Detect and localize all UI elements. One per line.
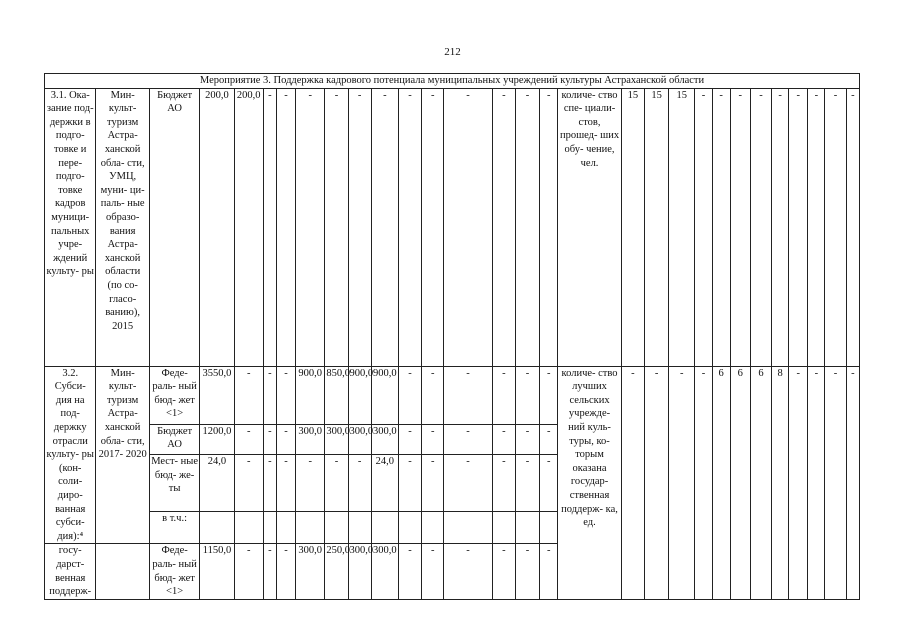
year-value: - (422, 544, 444, 600)
indicator-value: - (669, 366, 695, 600)
measure-name: госу- дарст- венная поддерж- (45, 544, 96, 600)
indicator-value: - (789, 366, 808, 600)
indicator: количе- ство лучших сельских учрежде- ний куль- туры, ко- торым оказана государ- ственная поддерж- ка, ед. (558, 366, 622, 600)
total-value: 200,0 (200, 88, 234, 366)
year-value: - (276, 366, 295, 424)
year-value: 300,0 (325, 424, 348, 454)
total-value: 24,0 (200, 455, 234, 512)
year-value: - (398, 366, 421, 424)
year-value: - (263, 455, 276, 512)
year-value: 300,0 (371, 544, 398, 600)
year-value: - (296, 88, 325, 366)
total-value: 1200,0 (200, 424, 234, 454)
year-value: - (263, 544, 276, 600)
year-value: 24,0 (371, 455, 398, 512)
year-value: - (422, 366, 444, 424)
indicator-value: - (712, 88, 730, 366)
year-value: 300,0 (296, 544, 325, 600)
year-value: 300,0 (371, 424, 398, 454)
year-value: - (276, 544, 295, 600)
indicator-value: 15 (669, 88, 695, 366)
section-title-row (45, 74, 860, 89)
indicator-value: - (789, 88, 808, 366)
indicator-value: 15 (644, 88, 668, 366)
year-value: - (263, 424, 276, 454)
year-value: - (296, 455, 325, 512)
total-value: 3550,0 (200, 366, 234, 424)
year-value: - (515, 424, 539, 454)
funding-source: Бюджет АО (149, 88, 199, 366)
program-table (44, 73, 860, 600)
measure-name: 3.1. Ока- зание под- держки в подго- товке и пере- подго- товке кадров муници- пальных учре- ждений культу- ры (45, 88, 96, 366)
year-value: - (492, 88, 515, 366)
year-value: 900,0 (371, 366, 398, 424)
indicator-value: - (644, 366, 668, 600)
indicator-value: - (750, 88, 771, 366)
year-value: - (422, 88, 444, 366)
year-value: 300,0 (348, 424, 371, 454)
year-value: - (371, 88, 398, 366)
year-value: - (444, 424, 492, 454)
section-title: Мероприятие 3. Поддержка кадрового потенциала муниципальных учреждений культуры Астраханской области (45, 74, 860, 89)
year-value: - (492, 366, 515, 424)
year-value: - (492, 455, 515, 512)
year-value: 850,0 (325, 366, 348, 424)
indicator-value: - (825, 88, 846, 366)
year-value: - (444, 366, 492, 424)
year-value: - (234, 366, 263, 424)
year-value: - (540, 366, 558, 424)
year-value: - (263, 366, 276, 424)
year-value: 300,0 (348, 544, 371, 600)
year-value: - (444, 88, 492, 366)
year-value: - (234, 455, 263, 512)
indicator-value: - (772, 88, 789, 366)
indicator-value: - (730, 88, 750, 366)
indicator-value: 6 (750, 366, 771, 600)
year-value: - (422, 424, 444, 454)
indicator-value: - (695, 88, 712, 366)
year-value: - (325, 88, 348, 366)
funding-source: Феде- раль- ный бюд- жет <1> (149, 366, 199, 424)
indicator-value: - (846, 88, 859, 366)
executor: Мин- культ- туризм Астра- ханской обла- сти, УМЦ, муни- ци- паль- ные образо- вания Астра- ханской области (по со- гласо- ванию), 2015 (96, 88, 149, 366)
total-value: 1150,0 (200, 544, 234, 600)
year-value: 300,0 (296, 424, 325, 454)
indicator-value: 15 (621, 88, 644, 366)
year-value: 250,0 (325, 544, 348, 600)
year-value: - (398, 544, 421, 600)
indicator: количе- ство спе- циали- стов, прошед- ших обу- чение, чел. (558, 88, 622, 366)
year-value: 900,0 (296, 366, 325, 424)
year-value: - (348, 455, 371, 512)
year-value: - (398, 455, 421, 512)
page-number: 212 (444, 46, 461, 58)
indicator-value: - (808, 88, 825, 366)
year-value: - (515, 88, 539, 366)
year-value: - (276, 424, 295, 454)
year-value: - (348, 88, 371, 366)
indicator-value: - (825, 366, 846, 600)
year-value: - (492, 544, 515, 600)
year-value: - (276, 455, 295, 512)
year-value: - (540, 424, 558, 454)
executor: Мин- культ- туризм Астра- ханской обла- сти, 2017- 2020 (96, 366, 149, 544)
year-value: 900,0 (348, 366, 371, 424)
year-value: - (540, 544, 558, 600)
year-value: - (276, 88, 295, 366)
funding-source: Бюджет АО (149, 424, 199, 454)
indicator-value: - (846, 366, 859, 600)
funding-source: Мест- ные бюд- же- ты (149, 455, 199, 512)
year-value: - (540, 455, 558, 512)
indicator-value: 6 (712, 366, 730, 600)
year-value: - (398, 88, 421, 366)
year-value: - (444, 544, 492, 600)
indicator-value: - (808, 366, 825, 600)
year-value: - (263, 88, 276, 366)
indicator-value: 6 (730, 366, 750, 600)
funding-source: в т.ч.: (149, 511, 199, 544)
year-value: - (234, 544, 263, 600)
indicator-value: - (621, 366, 644, 600)
year-value: - (422, 455, 444, 512)
year-value: 200,0 (234, 88, 263, 366)
year-value: - (234, 424, 263, 454)
table-row (45, 88, 860, 366)
year-value: - (515, 544, 539, 600)
year-value: - (540, 88, 558, 366)
year-value: - (398, 424, 421, 454)
indicator-value: - (695, 366, 712, 600)
year-value: - (515, 366, 539, 424)
year-value: - (492, 424, 515, 454)
indicator-value: 8 (772, 366, 789, 600)
year-value: - (444, 455, 492, 512)
funding-source: Феде- раль- ный бюд- жет <1> (149, 544, 199, 600)
table-row (45, 366, 860, 424)
year-value: - (325, 455, 348, 512)
measure-name: 3.2. Субси- дия на под- держку отрасли культу- ры (кон- соли- диро- ванная субси- дия):⁴ (45, 366, 96, 544)
year-value: - (515, 455, 539, 512)
